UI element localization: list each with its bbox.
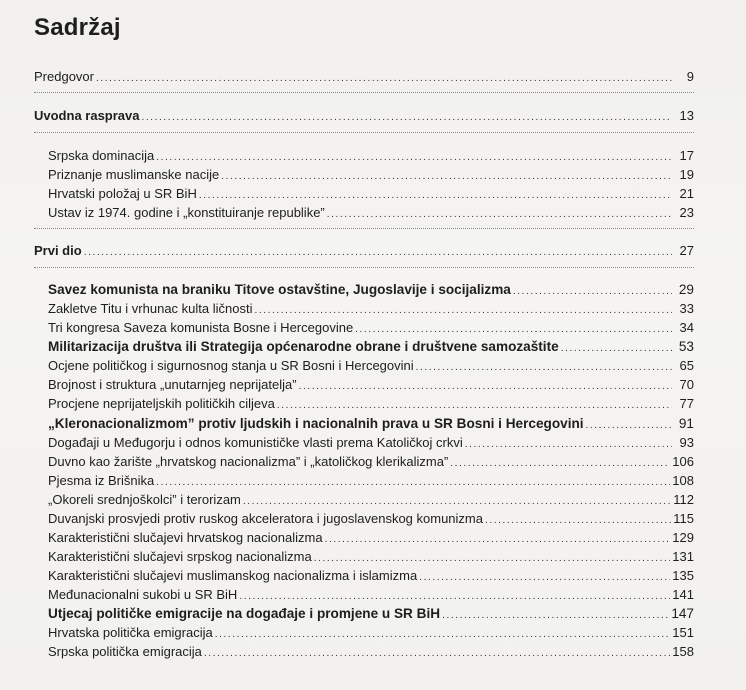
toc-entry-title: Ocjene političkog i sigurnosnog stanja u SR Bosni i Hercegovini (48, 358, 414, 373)
toc-entry-title: Srpska politička emigracija (48, 644, 202, 659)
toc-entry-page: 21 (679, 186, 694, 201)
toc-entry-title: Karakteristični slučajevi hrvatskog nacionalizma (48, 530, 323, 545)
toc-entry-title: Duvno kao žarište „hrvatskog nacionalizma” i „katoličkog klerikalizma” (48, 454, 449, 469)
dot-leader (142, 112, 673, 123)
dot-leader (156, 152, 672, 163)
dot-leader (84, 247, 672, 258)
toc-entry-title: Hrvatska politička emigracija (48, 625, 213, 640)
toc-entry-title: Hrvatski položaj u SR BiH (48, 186, 197, 201)
toc-entry-page: 70 (679, 377, 694, 392)
toc-entry-page: 77 (679, 396, 694, 411)
dot-leader (239, 591, 670, 602)
dot-leader (513, 286, 672, 297)
toc-entry (48, 377, 694, 392)
toc-entry (48, 587, 694, 602)
toc-entry (48, 396, 694, 411)
toc-section (34, 243, 694, 258)
toc-entry (48, 301, 694, 316)
toc-entry-title: Tri kongresa Saveza komunista Bosne i Hercegovine (48, 320, 354, 335)
dot-leader (355, 324, 672, 335)
dot-leader (416, 362, 672, 373)
toc-entry-page: 53 (678, 339, 694, 354)
dot-leader (561, 343, 672, 354)
toc-entry-title: Karakteristični slučajevi muslimanskog nacionalizma i islamizma (48, 568, 418, 583)
toc-entry (48, 454, 694, 469)
toc-entry-page: 108 (672, 473, 694, 488)
toc-entry (48, 186, 694, 201)
toc-entry (48, 320, 694, 335)
toc-entry-page: 129 (672, 530, 694, 545)
toc-entry-page: 106 (672, 454, 694, 469)
toc-section (34, 108, 694, 123)
divider (34, 92, 694, 93)
toc-entry (48, 644, 694, 659)
toc-entry (34, 69, 694, 84)
toc-chapter (48, 416, 694, 431)
toc-chapter (48, 339, 694, 354)
toc-entry-page: 141 (672, 587, 694, 602)
dot-leader (221, 171, 672, 182)
divider (34, 132, 694, 133)
toc-entry-title: Prvi dio (34, 243, 82, 258)
toc-chapter (48, 282, 694, 297)
dot-leader (299, 381, 672, 392)
dot-leader (215, 629, 671, 640)
toc-entry-page: 34 (679, 320, 694, 335)
dot-leader (442, 610, 669, 621)
toc-entry (48, 492, 694, 507)
toc-entry-page: 115 (673, 511, 694, 526)
toc-entry-page: 147 (671, 606, 694, 621)
toc-entry-title: Savez komunista na braniku Titove ostavštine, Jugoslavije i socijalizma (48, 282, 511, 297)
dot-leader (586, 420, 672, 431)
toc-chapter (48, 606, 694, 621)
toc-entry-page: 29 (678, 282, 694, 297)
dot-leader (419, 572, 670, 583)
toc-entry (48, 549, 694, 564)
dot-leader (204, 648, 670, 659)
toc-entry-title: Utjecaj političke emigracije na događaje i promjene u SR BiH (48, 606, 441, 621)
dot-leader (465, 439, 672, 450)
toc-entry (48, 435, 694, 450)
toc-entry (48, 148, 694, 163)
toc-entry-page: 151 (672, 625, 694, 640)
dot-leader (327, 209, 672, 220)
toc-entry (48, 205, 694, 220)
page-title: Sadržaj (34, 14, 121, 41)
toc-entry-page: 131 (672, 549, 694, 564)
toc-entry-page: 65 (679, 358, 694, 373)
toc-entry-page: 158 (672, 644, 694, 659)
toc-entry-page: 17 (679, 148, 694, 163)
dot-leader (243, 496, 671, 507)
toc-entry-title: Međunacionalni sukobi u SR BiH (48, 587, 238, 602)
toc-entry-title: Procjene neprijateljskih političkih ciljeva (48, 396, 275, 411)
toc-entry-page: 33 (679, 301, 694, 316)
toc-entry (48, 473, 694, 488)
dot-leader (314, 553, 671, 564)
divider (34, 228, 694, 229)
toc-entry-page: 23 (679, 205, 694, 220)
toc-entry-title: Priznanje muslimanske nacije (48, 167, 220, 182)
toc-entry (48, 167, 694, 182)
toc-entry-title: Brojnost i struktura „unutarnjeg neprijatelja” (48, 377, 297, 392)
dot-leader (199, 190, 672, 201)
toc-entry-page: 9 (686, 69, 694, 84)
toc-entry (48, 530, 694, 545)
toc-entry-title: „Okoreli srednjoškolci” i terorizam (48, 492, 241, 507)
toc-entry-title: Srpska dominacija (48, 148, 155, 163)
toc-entry-page: 27 (679, 243, 694, 258)
toc-entry-title: Događaji u Međugorju i odnos komunističke vlasti prema Katoličkoj crkvi (48, 435, 463, 450)
toc-entry-title: „Kleronacionalizmom” protiv ljudskih i nacionalnih prava u SR Bosni i Hercegovini (48, 416, 584, 431)
toc-entry-page: 13 (679, 108, 694, 123)
toc-entry-page: 19 (679, 167, 694, 182)
dot-leader (325, 534, 671, 545)
toc-entry (48, 511, 694, 526)
dot-leader (450, 458, 670, 469)
toc-entry-title: Duvanjski prosvjedi protiv ruskog akceleratora i jugoslavenskog komunizma (48, 511, 483, 526)
divider (34, 267, 694, 268)
toc-entry-title: Pjesma iz Brišnika (48, 473, 155, 488)
dot-leader (156, 477, 670, 488)
toc-entry-page: 112 (673, 492, 694, 507)
toc-entry (48, 568, 694, 583)
toc-entry (48, 625, 694, 640)
toc-entry-title: Predgovor (34, 69, 94, 84)
toc-entry-page: 135 (672, 568, 694, 583)
dot-leader (96, 73, 672, 84)
toc-entry-title: Ustav iz 1974. godine i „konstituiranje republike” (48, 205, 325, 220)
toc-entry-title: Karakteristični slučajevi srpskog nacionalizma (48, 549, 312, 564)
toc-entry-page: 93 (679, 435, 694, 450)
toc-entry (48, 358, 694, 373)
dot-leader (277, 400, 672, 411)
toc-entry-title: Zakletve Titu i vrhunac kulta ličnosti (48, 301, 253, 316)
toc-entry-title: Uvodna rasprava (34, 108, 140, 123)
toc-entry-title: Militarizacija društva ili Strategija općenarodne obrane i društvene samozaštite (48, 339, 559, 354)
toc-entry-page: 91 (678, 416, 694, 431)
dot-leader (254, 305, 672, 316)
dot-leader (485, 515, 671, 526)
